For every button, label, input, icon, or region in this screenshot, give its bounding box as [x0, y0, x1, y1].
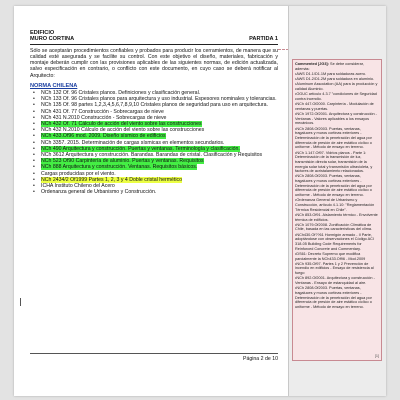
- footer-rule: [30, 353, 278, 354]
- part-label: PARTIDA 1: [249, 36, 278, 43]
- comment-item: •NCh 2808.Of2003. Puertas, ventanas, tragaluces y muros cortinas exteriores - Determinación de la penetración del agua por diferencia de presión de aire estático cíclico o uniforme - Método de ensayo en terreno.: [295, 126, 372, 150]
- comment-item: •NCh 447.Of2000. Carpintería - Modulación de ventanas y puertas.: [295, 102, 374, 111]
- comment-item: •NCh 892.Of2001. Arquitectura y construcción - Ventanas - Ensayo de estanquidad al aire.: [295, 276, 375, 286]
- section-header: [30, 36, 278, 42]
- section-title: MURO CORTINA: [30, 36, 75, 43]
- norm-text: NCh 135 Of. 98 partes 1,2,3,4,5,6,7,8,9,10 Cristales planos de seguridad para uso en arquitectura.: [41, 102, 268, 109]
- document-page: [14, 6, 386, 396]
- norm-text: NCh 433.Of96 mod. 2009. Diseño sísmico de edificios: [41, 133, 166, 140]
- comment-item: •NCh 2808.Of2003. Puertas, ventanas, tragaluces y muros cortinas exteriores - Determinación de la penetración del agua por diferencia de presión de aire estático cíclico o uniforme - Método de ensayo en terreno.: [295, 174, 372, 198]
- comment-item: •AWS D1.2/D1.2M para soldadura en aluminio.: [295, 77, 375, 82]
- comment-item: •NCh 853.Of91. Aislamiento térmico - Envolvente térmica de edificios.: [295, 212, 378, 222]
- comments-pane: [288, 6, 386, 396]
- page-footer: [30, 356, 278, 362]
- comment-items: [295, 72, 379, 310]
- norm-text: NCh 3357. 2015. Determinación de cargas sísmicas en elementos secundarios.: [41, 139, 225, 146]
- norm-text: NCh 432 N.2010 Cálculo de acción del viento sobre las construcciones: [41, 127, 205, 134]
- comment-header: [295, 62, 379, 71]
- norms-list: [30, 90, 278, 195]
- norm-text: NCh 431 N.2010 Construcción - Sobrecargas de nieve: [41, 114, 167, 121]
- norm-text: NCh 431 Of. 77 Construcción - Sobrecargas de nieve: [41, 108, 164, 115]
- comment-item: •NCh 1079.Of2008. Zonificación Climática de Chile, basada en las características del clima.: [295, 222, 373, 232]
- norm-text: Cargas producidas por el viento.: [41, 170, 116, 177]
- footer-page-label: Página: [243, 356, 260, 362]
- norm-text: Ordenanza general de Urbanismo y Construcción.: [41, 189, 157, 196]
- comment-item: •AWS D1.1/D1.1M para soldaduras acero.: [295, 71, 367, 76]
- comment-item: •Ordenanza General de Urbanismo y Construcción, artículo 4.1.10: "Reglamentación Térmica Residencial en Chile".: [295, 198, 375, 212]
- norm-text: NCh 523 Of90 Carpintería de aluminio. Puertas y ventanas. Requisitos: [41, 158, 204, 165]
- norm-text: NCh 888 Arquitectura y construcción. Ventanas. Requisitos básicos.: [41, 164, 198, 171]
- comment-item: •OGUC artículo 4.3.7 "condiciones de Seguridad contra incendio.: [295, 92, 377, 101]
- norm-text: NCh 432 Of. 71 Cálculo de acción del viento sobre las construcciones: [41, 121, 202, 128]
- comment-item: •DS61: Decreto Supremo que modifica parcialmente la NCh433.Of96 - Mod.2009: [295, 251, 366, 261]
- comment-item: •NCh 1972.Of2001. Arquitectura y construcción - Ventanas - Valores aplicables a los ensayos mecánicos.: [295, 112, 377, 126]
- comment-item: •Aluminum Association (AA) para la producción y calidad Aluminio.: [295, 82, 378, 92]
- comment-author: Commented [JG3]:: [295, 62, 329, 66]
- norm-item[interactable]: [30, 189, 278, 195]
- building-label: EDIFICIO: [30, 30, 55, 36]
- norm-text: NCh 132 Of. 96 Cristales planos. Definiciones y clasificación general.: [41, 90, 201, 97]
- comment-item: •NCh 935.Of97. Partes 1 y 2 Prevención de incendio en edificios - Ensayo de resistencia al fuego: [295, 261, 374, 276]
- norm-text: ICHA Instituto Chileno del Acero: [41, 183, 115, 190]
- comment-item: •NCh 2808.Of2003. Puertas, ventanas, tragaluces y muros cortinas exteriores - Determinación de la penetración del agua por diferencia de presión de aire estático cíclico o uniforme - Método de ensayo en terreno.: [295, 286, 372, 309]
- document-body: [30, 30, 278, 195]
- intro-paragraph[interactable]: Sólo se aceptarán procedimientos confiables y probados para producir los cerramientos, de manera que su calidad esté asegurada y se facilite su control. Con este objetivo el diseño, materiales, fabricación y montaje deberán cumplir con las provisiones aplicables de las siguientes normas, de edición actualizada, salvo especificación en contrario, o conflicto con este documento, en cuyo caso se deberá notificar al Arquitecto:: [30, 47, 278, 79]
- norm-text: NCh 2434/2 Of1999 Partes 1, 2, 3 y 4 Doble cristal hermético: [41, 176, 182, 183]
- norms-title[interactable]: NORMA CHILENA: [30, 82, 78, 89]
- footer-of-label: de: [264, 356, 271, 362]
- norm-text: NCh 490 Arquitectura y construcción. Puertas y ventanas. Terminología y clasificación.: [41, 145, 240, 152]
- footer-page-number: 2: [260, 356, 264, 362]
- comment-intro: Se debe considerar, además:: [295, 62, 364, 71]
- text-cursor-marker: [20, 298, 21, 306]
- norm-text: NCh 133 Of. 96 Cristales planos para arquitectura y uso industrial. Espesores nominales y tolerancias.: [41, 96, 277, 103]
- norm-text: NCh 3612 Arquitectura y construcción. Barandas. Barandas de cristal. Clasificación y Requisitos: [41, 152, 263, 159]
- comment-item: •NCh430.Of??61 Hormigón armado - II Parte, adoptándose con observaciones el Código ACI 318-05 Building Code Requirements for Reinforced Concrete and Commentary.: [295, 232, 374, 251]
- footer-page-total: 10: [272, 356, 278, 362]
- comment-balloon[interactable]: [292, 59, 382, 361]
- header-rule: [30, 44, 278, 45]
- comment-number: [1]: [374, 354, 379, 359]
- comment-item: •NCh 1.147.Of97. Vidrios planos - Parte 1: Determinación de la transmisión de luz, transmisión directa solar, transmisión de la energía solar total y transmisión ultravioleta, y factores de acristalamiento relacionados.: [295, 150, 373, 174]
